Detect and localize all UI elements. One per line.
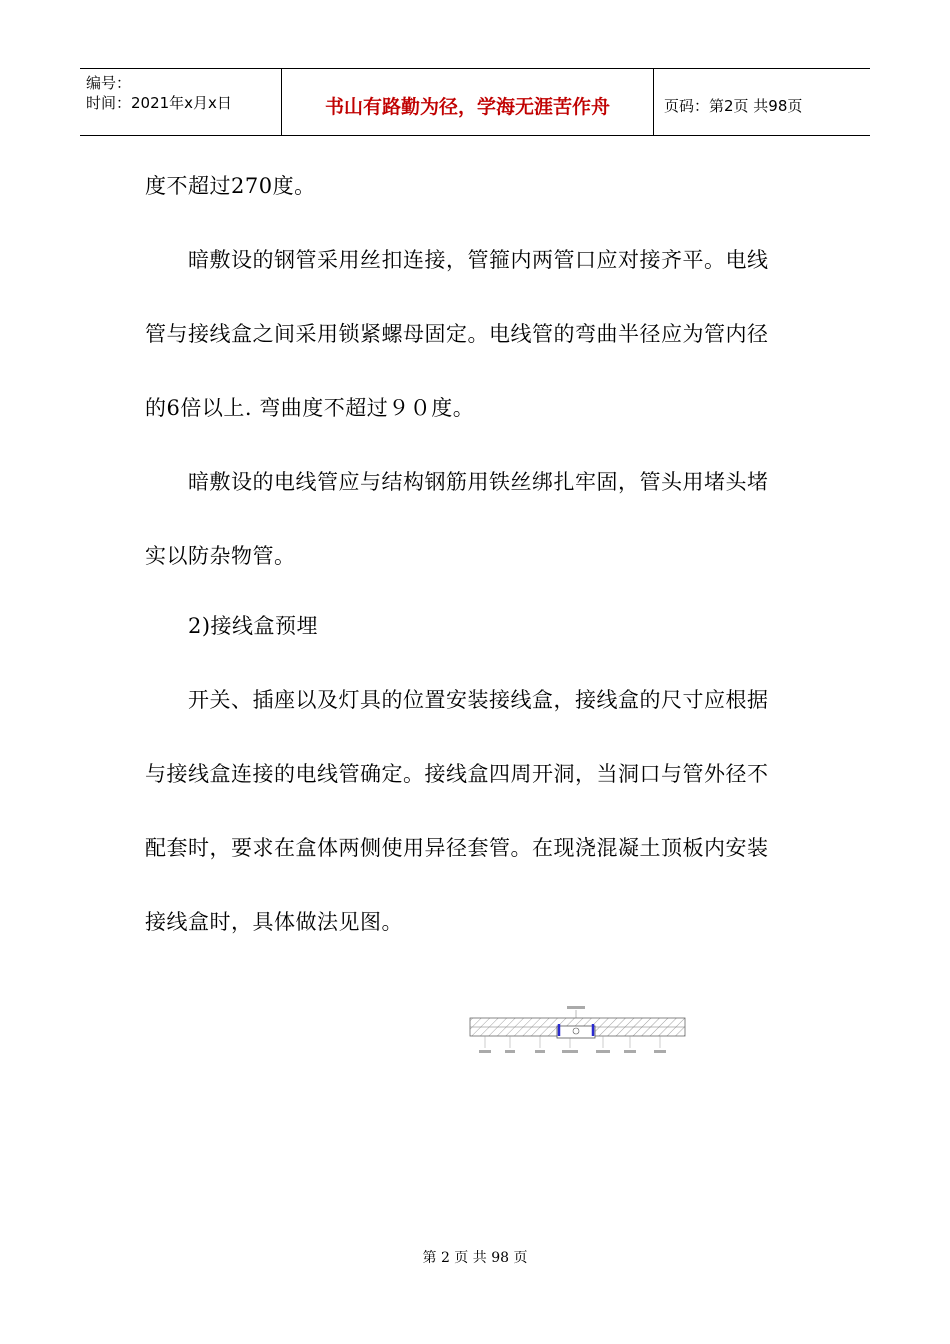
- header-meta: [80, 69, 281, 135]
- body-line: 2)接线盒预埋: [145, 614, 319, 638]
- page-header: [80, 68, 870, 136]
- label-marks-bottom: [479, 1050, 666, 1053]
- body-line: 度不超过270度。: [145, 174, 316, 198]
- body-line: 暗敷设的钢管采用丝扣连接，管箍内两管口应对接齐平。电线: [145, 248, 769, 272]
- body-line: 接线盒时，具体做法见图。: [145, 910, 403, 934]
- header-motto: 书山有路勤为径，学海无涯苦作舟: [281, 69, 654, 135]
- body-line: 管与接线盒之间采用锁紧螺母固定。电线管的弯曲半径应为管内径: [145, 322, 769, 346]
- body-line: 暗敷设的电线管应与结构钢筋用铁丝绑扎牢固，管头用堵头堵: [145, 470, 769, 494]
- document-time-label: 时间：2021年x月x日: [86, 94, 232, 112]
- body-line: 配套时，要求在盒体两侧使用异径套管。在现浇混凝土顶板内安装: [145, 836, 769, 860]
- header-page-info: 页码：第2页 共98页: [664, 96, 803, 115]
- document-number-label: 编号：: [86, 74, 132, 92]
- page-footer: 第 2 页 共 98 页: [422, 1250, 528, 1266]
- label-marks: [567, 1006, 585, 1009]
- body-line: 与接线盒连接的电线管确定。接线盒四周开洞，当洞口与管外径不: [145, 762, 769, 786]
- body-line: 开关、插座以及灯具的位置安装接线盒，接线盒的尺寸应根据: [145, 688, 769, 712]
- body-line: 实以防杂物管。: [145, 544, 296, 568]
- body-line: 的6倍以上. 弯曲度不超过９０度。: [145, 396, 475, 420]
- junction-box-diagram: [465, 1000, 690, 1060]
